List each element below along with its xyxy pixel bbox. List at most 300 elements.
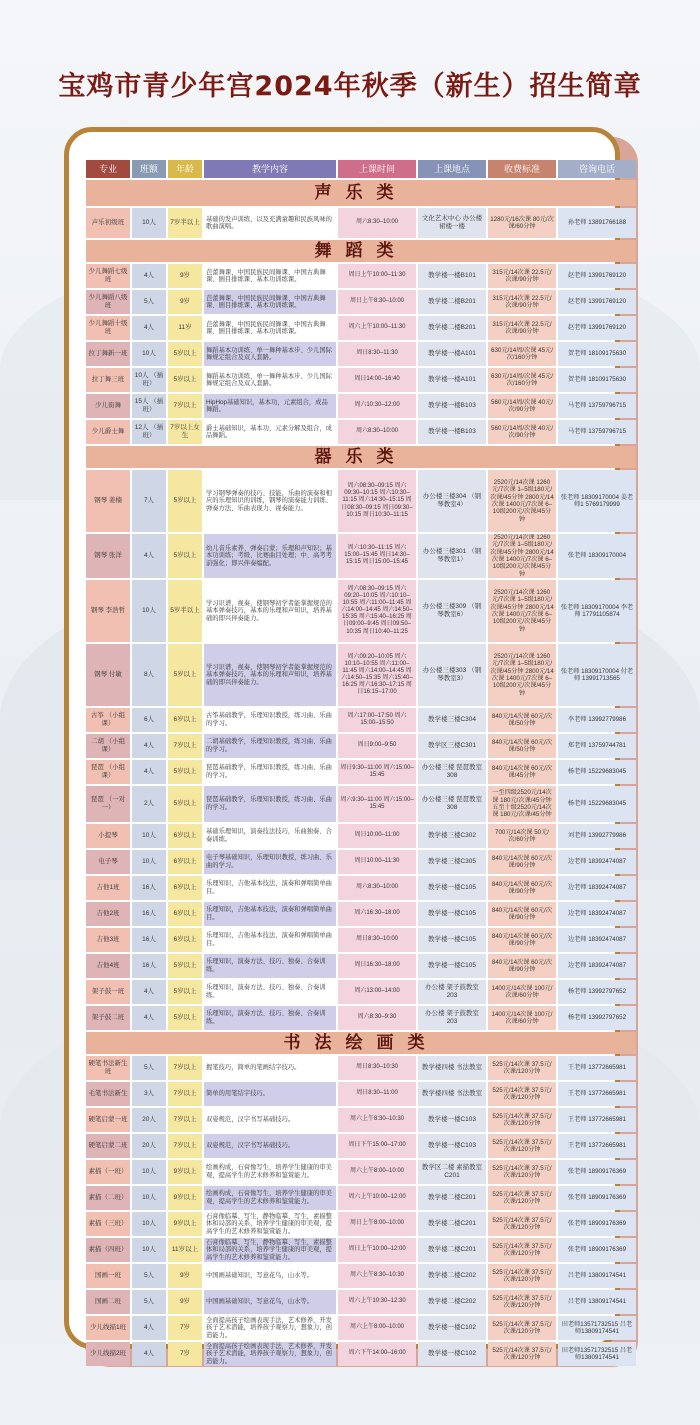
cell-time: 周六8:30–9:30 (338, 1006, 416, 1030)
cell-location: 教学楼三楼C302 (418, 824, 486, 848)
cell-class-size: 10人 (132, 824, 166, 848)
cell-content: 石膏像临摹、写生，静物临摹、写生，素描整体和局部的关系，培养学生健康的审美观，提高学生的艺术修养和鉴赏能力。 (204, 1212, 336, 1236)
cell-contact: 刘老师 13992779986 (558, 824, 636, 848)
cell-content: 芭蕾舞课、中国民族民间舞课、中国古典舞课、剧目排练课、基本功训练课。 (204, 264, 336, 288)
cell-location: 教学楼一楼C105 (418, 954, 486, 978)
cell-class-size: 4人 (132, 534, 166, 578)
cell-age: 5岁以上 (168, 470, 202, 532)
cell-class-size: 4人 (132, 1316, 166, 1340)
cell-time: 周日下午15:00–17:00 (338, 1134, 416, 1158)
table-row (86, 1082, 636, 1106)
cell-major: 硬笔启蒙二班 (86, 1134, 130, 1158)
cell-contact: 张老师 18309170004 李老师 17791105874 (558, 580, 636, 642)
cell-time: 周日上午8:30–10:00 (338, 290, 416, 314)
cell-contact: 赵老师 13991769120 (558, 316, 636, 340)
cell-class-size: 10人 (132, 580, 166, 642)
cell-time: 周六8:30–10:00 (338, 876, 416, 900)
cell-content: 舞蹈基本功训练、单一舞种基本步、少儿国际舞规定组合及双人套路。 (204, 368, 336, 392)
cell-class-size: 4人 (132, 980, 166, 1004)
table-header-row (86, 160, 636, 178)
cell-contact: 贺老师 18109175630 (558, 368, 636, 392)
cell-location: 教学楼二楼C201 (418, 1212, 486, 1236)
category-row (86, 446, 636, 468)
cell-major: 小提琴 (86, 824, 130, 848)
cell-fee: 1280元/16次课 80元/次课/60分钟 (488, 208, 556, 238)
cell-time: 周六10:30–11:15 周六15:00–15:45 周日14:30–15:15 周日15:00–15:45 (338, 534, 416, 578)
cell-time: 周日上午8:00–10:00 (338, 1212, 416, 1236)
table-row (86, 1290, 636, 1314)
cell-age: 7岁以上 (168, 394, 202, 418)
cell-contact: 田老师13571732515 吕老师13809174541 (558, 1342, 636, 1366)
cell-contact: 郑老师 13759744781 (558, 734, 636, 758)
cell-major: 二胡 （小组课） (86, 734, 130, 758)
cell-time: 周六上午10:00–12:00 (338, 1186, 416, 1210)
cell-major: 古筝 （小组课） (86, 708, 130, 732)
cell-fee: 一至四级2520元/14次课 180元/次课/45分钟 五至十级2520元/14次课 180元/次课/45分钟 (488, 786, 556, 822)
table-row (86, 580, 636, 642)
cell-location: 教学楼二楼B201 (418, 316, 486, 340)
cell-content: 爵士基础知识，基本功，元素分解及组合，成品舞蹈。 (204, 420, 336, 444)
cell-fee: 525元/14次课 37.5元/次课/120分钟 (488, 1186, 556, 1210)
cell-location: 教学楼一楼C105 (418, 928, 486, 952)
cell-location: 教学楼一楼C105 (418, 876, 486, 900)
cell-time: 周六17:00–17:50 周六15:00–15:50 (338, 708, 416, 732)
cell-age: 5岁半以上 (168, 580, 202, 642)
cell-contact: 贺老师 18109175630 (558, 342, 636, 366)
cell-contact: 孙老师 13891766188 (558, 208, 636, 238)
cell-fee: 315元/14次课 22.5元/次课/90分钟 (488, 290, 556, 314)
cell-time: 周六上午8:00–10:00 (338, 1160, 416, 1184)
cell-age: 5岁以上 (168, 368, 202, 392)
cell-contact: 边老师 18392474087 (558, 928, 636, 952)
cell-age: 7岁 (168, 1316, 202, 1340)
cell-major: 国画二班 (86, 1290, 130, 1314)
cell-contact: 张老师 18909176369 (558, 1212, 636, 1236)
cell-age: 11岁以上 (168, 1238, 202, 1262)
cell-content: 乐理知识，演奏方法、技巧、独奏、合奏训练。 (204, 954, 336, 978)
cell-age: 5岁以上 (168, 954, 202, 978)
cell-class-size: 10人 (132, 208, 166, 238)
cell-content: 芭蕾舞课、中国民族民间舞课、中国古典舞课、剧目排练课、基本功训练课。 (204, 290, 336, 314)
cell-age: 7岁以上 (168, 1108, 202, 1132)
table-row (86, 290, 636, 314)
cell-major: 素描（四班） (86, 1238, 130, 1262)
table-row (86, 1264, 636, 1288)
cell-location: 教学楼一楼B101 (418, 264, 486, 288)
cell-contact: 王老师 13772665981 (558, 1056, 636, 1080)
cell-fee: 2520元/14次课 1260元/7次课 1–5级180元/次课/45分钟 2800元/14次课 1400元/7次课 6–10级200元/次课/45分钟 (488, 580, 556, 642)
table-row (86, 1212, 636, 1236)
cell-class-size: 5人 (132, 290, 166, 314)
cell-contact: 马老师 13759796715 (558, 420, 636, 444)
cell-age: 6岁以上 (168, 902, 202, 926)
cell-major: 钢琴 姜楠 (86, 470, 130, 532)
cell-class-size: 6人 (132, 708, 166, 732)
cell-fee: 840元/14次课 60元/次课/90分钟 (488, 876, 556, 900)
table-row (86, 208, 636, 238)
table-row (86, 1108, 636, 1132)
cell-contact: 张老师 18309170004 姜老师1 5769179999 (558, 470, 636, 532)
cell-fee: 525元/14次课 37.5元/次课/120分钟 (488, 1290, 556, 1314)
cell-fee: 525元/14次课 37.5元/次课/120分钟 (488, 1316, 556, 1340)
cell-contact: 杨老师 15229683045 (558, 786, 636, 822)
column-header: 收费标准 (488, 160, 556, 178)
table-row (86, 1006, 636, 1030)
category-row (86, 1032, 636, 1054)
cell-age: 7岁以上女生 (168, 420, 202, 444)
table-row (86, 316, 636, 340)
cell-location: 办公楼三楼 琵琶教室308 (418, 760, 486, 784)
page-title: 宝鸡市青少年宫2024年秋季（新生）招生简章 (58, 71, 642, 102)
cell-fee: 840元/14次课 60元/次课/90分钟 (488, 850, 556, 874)
cell-content: 基础乐理知识，演奏技法技巧，乐曲独奏、合奏训练。 (204, 824, 336, 848)
cell-major: 少儿舞蹈七级班 (86, 264, 130, 288)
column-header: 教学内容 (204, 160, 336, 178)
cell-class-size: 10人 （插班） (132, 368, 166, 392)
cell-fee: 525元/14次课 37.5元/次课/120分钟 (488, 1082, 556, 1106)
cell-fee: 525元/14次课 37.5元/次课/120分钟 (488, 1238, 556, 1262)
cell-major: 少儿线描2班 (86, 1342, 130, 1366)
cell-content: 握笔技巧，简单的笔画结字技巧。 (204, 1056, 336, 1080)
cell-contact: 杨老师 13992797652 (558, 1006, 636, 1030)
cell-fee: 525元/14次课 37.5元/次课/120分钟 (488, 1342, 556, 1366)
cell-content: 中国画基础知识，写意花鸟，山水等。 (204, 1290, 336, 1314)
cell-time: 周日10:00–11:00 (338, 824, 416, 848)
cell-class-size: 10人 (132, 1160, 166, 1184)
cell-class-size: 4人 (132, 264, 166, 288)
cell-contact: 边老师 18392474087 (558, 954, 636, 978)
table-row (86, 928, 636, 952)
cell-contact: 杨老师 15229683045 (558, 760, 636, 784)
cell-fee: 700元/14次课 50元/次/60分钟 (488, 824, 556, 848)
cell-location: 教学楼一楼C105 (418, 902, 486, 926)
cell-major: 素描（三班） (86, 1212, 130, 1236)
cell-fee: 840元/14次课 60元/次课/90分钟 (488, 928, 556, 952)
cell-time: 周六上午8:00–10:00 (338, 1316, 416, 1340)
cell-location: 教学楼二楼C202 (418, 1264, 486, 1288)
cell-content: 学习识谱，视奏，使钢琴初学者能掌握规范的基本弹奏技巧，基本的乐理和声知识，培养基础的即兴伴奏能力。 (204, 644, 336, 706)
cell-location: 办公楼 架子鼓教室203 (418, 980, 486, 1004)
cell-content: 绘画构成，石膏像写生，培养学生健康的审美观，提高学生的艺术修养和鉴赏能力。 (204, 1160, 336, 1184)
cell-location: 教学区三楼C301 (418, 734, 486, 758)
cell-fee: 2520元/14次课 1260元/7次课 1–5级180元/次课/45分钟 2800元/14次课 1400元/7次课 6–10级200元/次课/45分钟 (488, 534, 556, 578)
table-row (86, 644, 636, 706)
cell-content: 琵琶基础教学，乐理知识教授，练习曲、乐曲的学习。 (204, 760, 336, 784)
cell-location: 教学楼一楼C102 (418, 1342, 486, 1366)
cell-time: 周日8:30–11:00 (338, 1082, 416, 1106)
cell-class-size: 5人 (132, 1290, 166, 1314)
cell-time: 周六08:30–09:15 周六09:30–10:15 周六10:30–11:15 周六14:30–15:15 周日08:30–09:15 周日09:30–10:15 周日10:30–11:15 (338, 470, 416, 532)
cell-major: 吉他2班 (86, 902, 130, 926)
cell-major: 毛笔书法新生 (86, 1082, 130, 1106)
cell-fee: 525元/14次课 37.5元/次课/120分钟 (488, 1264, 556, 1288)
cell-location: 教学楼四楼 书法教室 (418, 1082, 486, 1106)
cell-class-size: 16人 (132, 928, 166, 952)
category-row (86, 240, 636, 262)
cell-class-size: 7人 (132, 470, 166, 532)
column-header: 班额 (132, 160, 166, 178)
cell-contact: 边老师 18392474087 (558, 876, 636, 900)
cell-major: 硬笔书法新生班 (86, 1056, 130, 1080)
cell-major: 拉丁舞三班 (86, 368, 130, 392)
cell-contact: 张老师 18309170004 付老师 13991713565 (558, 644, 636, 706)
column-header: 上课时间 (338, 160, 416, 178)
cell-location: 办公楼三楼301 （钢琴教室1） (418, 534, 486, 578)
column-header: 咨询电话 (558, 160, 636, 178)
cell-age: 7岁以上 (168, 734, 202, 758)
cell-location: 教学楼三楼C305 (418, 850, 486, 874)
cell-content: 乐理知识，吉他基本技法，演奏和弹唱简单曲目。 (204, 876, 336, 900)
cell-class-size: 4人 (132, 1342, 166, 1366)
cell-fee: 840元/14次课 60元/次课/45分钟 (488, 760, 556, 784)
table-row (86, 1186, 636, 1210)
cell-major: 声乐初级班 (86, 208, 130, 238)
cell-major: 少儿爵士舞 (86, 420, 130, 444)
cell-class-size: 16人 (132, 902, 166, 926)
cell-age: 7岁以上 (168, 1082, 202, 1106)
cell-contact: 张老师 18909176369 (558, 1160, 636, 1184)
cell-location: 教学楼二楼C202 (418, 1290, 486, 1314)
cell-location: 教学楼一楼C103 (418, 1134, 486, 1158)
cell-time: 周日8:30–11:30 (338, 342, 416, 366)
cell-age: 9岁以上 (168, 1212, 202, 1236)
cell-content: 简单的用笔结字技巧。 (204, 1082, 336, 1106)
cell-contact: 赵老师 13991769120 (558, 264, 636, 288)
cell-contact: 张老师 18909176369 (558, 1186, 636, 1210)
cell-content: 全面提高孩子绘画表现手法，艺术修养，开发孩子艺术潜能，培养孩子观察力，想象力，创造能力。 (204, 1316, 336, 1340)
table-row (86, 1342, 636, 1366)
cell-location: 办公楼三楼309 （钢琴教室6） (418, 580, 486, 642)
category-title: 器乐类 (86, 446, 636, 468)
cell-content: 学习钢琴弹奏的技巧、技能，乐曲的演奏和相应的乐理知识的训练，钢琴的演奏能力训练、弹奏方法、乐曲表现力、视奏能力。 (204, 470, 336, 532)
cell-time: 周六上午10:00–11:30 (338, 316, 416, 340)
cell-location: 教学楼一楼A101 (418, 342, 486, 366)
cell-fee: 2520元/14次课 1260元/7次课 1–5级180元/次课/45分钟 2800元/14次课 1400元/7次课 6–10级200元/次课/45分钟 (488, 470, 556, 532)
cell-major: 吉他3班 (86, 928, 130, 952)
cell-time: 周日10:00–11:30 (338, 850, 416, 874)
cell-content: HipHop基础知识，基本功，元素组合，成品舞蹈。 (204, 394, 336, 418)
cell-class-size: 10人 (132, 1212, 166, 1236)
cell-location: 教学楼一楼C103 (418, 1108, 486, 1132)
cell-age: 5岁以上 (168, 644, 202, 706)
cell-content: 绘画构成，石膏像写生，培养学生健康的审美观，提高学生的艺术修养和鉴赏能力。 (204, 1186, 336, 1210)
cell-major: 琵琶 （小组课） (86, 760, 130, 784)
cell-class-size: 2人 (132, 786, 166, 822)
cell-major: 钢琴 张洋 (86, 534, 130, 578)
cell-time: 周六09:20–10:05 周六10:10–10:55 周六11:00–11:45 周六14:00–14:45 周六14:50–15:35 周六15:40–16:25 周六16:30–17:15 周日16:15–17:00 (338, 644, 416, 706)
table-row (86, 1316, 636, 1340)
table-row (86, 394, 636, 418)
cell-age: 9岁以上 (168, 1160, 202, 1184)
cell-class-size: 12人 （插班） (132, 420, 166, 444)
cell-major: 电子琴 (86, 850, 130, 874)
cell-location: 教学楼三楼C304 (418, 708, 486, 732)
cell-location: 教学楼四楼 书法教室 (418, 1056, 486, 1080)
cell-time: 周六08:30–09:15 周六09:20–10:05 周六10:10–10:55 周六11:00–11:45 周六14:00–14:45 周六14:50–15:35 周六15:40–16:25 周日09:00–9:45 周日09:50–10:35 周日10:40–11:25 (338, 580, 416, 642)
cell-major: 素描（二班） (86, 1186, 130, 1210)
cell-age: 7岁以上 (168, 1056, 202, 1080)
cell-age: 6岁以上 (168, 824, 202, 848)
cell-major: 硬笔启蒙一班 (86, 1108, 130, 1132)
cell-major: 架子鼓二班 (86, 1006, 130, 1030)
cell-location: 教学楼二楼C201 (418, 1238, 486, 1262)
cell-major: 钢琴 付敏 (86, 644, 130, 706)
column-header: 专业 (86, 160, 130, 178)
cell-age: 5岁以上 (168, 760, 202, 784)
cell-time: 周日9:30–11:00 周六15:00–15:45 (338, 760, 416, 784)
cell-content: 乐理知识，演奏方法、技巧、独奏、合奏训练。 (204, 1006, 336, 1030)
cell-content: 琵琶基础教学，乐理知识教授，练习曲、乐曲的学习。 (204, 786, 336, 822)
cell-time: 周日16:30–18:00 (338, 954, 416, 978)
cell-content: 双姿规范，汉字书写基础技巧。 (204, 1134, 336, 1158)
cell-class-size: 4人 (132, 734, 166, 758)
table-body (86, 180, 636, 1366)
cell-class-size: 10人 (132, 850, 166, 874)
cell-class-size: 10人 (132, 1186, 166, 1210)
cell-content: 石膏像临摹、写生，静物临摹、写生，素描整体和局部的关系，培养学生健康的审美观，提高学生的艺术修养和鉴赏能力。 (204, 1238, 336, 1262)
cell-location: 教学楼一楼B103 (418, 394, 486, 418)
cell-fee: 840元/14次课 60元/次课/50分钟 (488, 734, 556, 758)
cell-major: 少儿街舞 (86, 394, 130, 418)
cell-major: 吉他4班 (86, 954, 130, 978)
category-row (86, 180, 636, 206)
cell-content: 幼儿音乐素养、弹奏启蒙；乐理和声知识；基本功训练；考级、比赛曲目处理；中、高考考前强化；即兴伴奏编配。 (204, 534, 336, 578)
cell-major: 素描（一班） (86, 1160, 130, 1184)
cell-contact: 马老师 13759796715 (558, 394, 636, 418)
cell-major: 钢琴 李浩哲 (86, 580, 130, 642)
cell-age: 9岁 (168, 1264, 202, 1288)
cell-time: 周六8:30–10:00 (338, 420, 416, 444)
cell-location: 文化艺术中心 办公楼裙楼一楼 (418, 208, 486, 238)
cell-contact: 张老师 18909176369 (558, 1238, 636, 1262)
cell-time: 周日9:00–9:50 (338, 734, 416, 758)
column-header: 年龄 (168, 160, 202, 178)
cell-time: 周六下午14:00–16:00 (338, 1342, 416, 1366)
cell-content: 中国画基础知识，写意花鸟，山水等。 (204, 1264, 336, 1288)
cell-class-size: 16人 (132, 954, 166, 978)
cell-major: 少儿舞蹈十级班 (86, 316, 130, 340)
cell-fee: 840元/14次课 60元/次课/90分钟 (488, 954, 556, 978)
cell-age: 5岁以上 (168, 1006, 202, 1030)
table-row (86, 368, 636, 392)
table-row (86, 264, 636, 288)
cell-age: 7岁 (168, 1342, 202, 1366)
cell-contact: 边老师 18392474087 (558, 850, 636, 874)
cell-time: 周六16:30–18:00 (338, 902, 416, 926)
cell-location: 教学楼一楼A101 (418, 368, 486, 392)
category-title: 舞蹈类 (86, 240, 636, 262)
cell-class-size: 4人 (132, 1006, 166, 1030)
cell-fee: 525元/14次课 37.5元/次课/120分钟 (488, 1108, 556, 1132)
cell-fee: 525元/14次课 37.5元/次课/120分钟 (488, 1134, 556, 1158)
cell-major: 吉他1班 (86, 876, 130, 900)
cell-contact: 王老师 13772665981 (558, 1134, 636, 1158)
cell-time: 周六8:30–10:00 (338, 208, 416, 238)
cell-time: 周日14:00–16:40 (338, 368, 416, 392)
cell-class-size: 3人 (132, 1082, 166, 1106)
cell-fee: 315元/14次课 22.5元/次课/90分钟 (488, 316, 556, 340)
cell-fee: 2520元/14次课 1260元/7次课 1–5级180元/次课/45分钟 2800元/14次课 1400元/7次课 6–10级200元/次课/45分钟 (488, 644, 556, 706)
cell-class-size: 5人 (132, 1056, 166, 1080)
cell-contact: 王老师 13772665981 (558, 1082, 636, 1106)
cell-content: 乐理知识，吉他基本技法，演奏和弹唱简单曲目。 (204, 928, 336, 952)
cell-age: 5岁以上 (168, 980, 202, 1004)
cell-age: 9岁 (168, 1290, 202, 1314)
cell-location: 教学楼一楼C102 (418, 1316, 486, 1340)
cell-content: 芭蕾舞课、中国民族民间舞课、中国古典舞课、剧目排练课、基本功训练课。 (204, 316, 336, 340)
cell-contact: 田老师13571732515 吕老师13809174541 (558, 1316, 636, 1340)
cell-major: 少儿线描1班 (86, 1316, 130, 1340)
cell-content: 二胡基础教学，乐理知识教授，练习曲、乐曲的学习。 (204, 734, 336, 758)
table-row (86, 708, 636, 732)
table-row (86, 902, 636, 926)
cell-location: 办公楼三楼303 （钢琴教室3） (418, 644, 486, 706)
cell-age: 6岁以上 (168, 876, 202, 900)
category-title: 书法绘画类 (86, 1032, 636, 1054)
cell-fee: 1400元/14次课 100元/次课/60分钟 (488, 1006, 556, 1030)
cell-class-size: 15人 （插班） (132, 394, 166, 418)
cell-time: 周日8:30–10:00 (338, 928, 416, 952)
table-row (86, 734, 636, 758)
cell-class-size: 20人 (132, 1134, 166, 1158)
cell-class-size: 5人 (132, 1264, 166, 1288)
cell-time: 周六上午10:30–12:30 (338, 1290, 416, 1314)
cell-age: 9岁以上 (168, 1186, 202, 1210)
cell-time: 周六10:30–12:00 (338, 394, 416, 418)
cell-fee: 525元/14次课 37.5元/次课/120分钟 (488, 1056, 556, 1080)
cell-class-size: 4人 (132, 316, 166, 340)
cell-major: 国画一班 (86, 1264, 130, 1288)
cell-fee: 840元/14次课 60元/次课/90分钟 (488, 902, 556, 926)
cell-age: 9岁 (168, 290, 202, 314)
cell-contact: 李老师 13992779986 (558, 708, 636, 732)
cell-content: 古筝基础教学，乐理知识教授，练习曲、乐曲的学习。 (204, 708, 336, 732)
cell-time: 周六上午8:30–10:30 (338, 1108, 416, 1132)
cell-class-size: 20人 (132, 1108, 166, 1132)
cell-content: 基础的发声训练，以及充满童趣和民族风味的歌曲演唱。 (204, 208, 336, 238)
column-header: 上课地点 (418, 160, 486, 178)
cell-fee: 525元/14次课 37.5元/次课/120分钟 (488, 1212, 556, 1236)
cell-age: 11岁 (168, 316, 202, 340)
cell-fee: 630元/14周/次课 45元/次/160分钟 (488, 368, 556, 392)
cell-content: 双姿规范，汉字书写基础技巧。 (204, 1108, 336, 1132)
table-row (86, 1134, 636, 1158)
cell-time: 周六13:00–14:00 (338, 980, 416, 1004)
enrollment-table (84, 158, 638, 1368)
cell-time: 周日8:30–10:30 (338, 1056, 416, 1080)
table-row (86, 850, 636, 874)
category-title: 声乐类 (86, 180, 636, 206)
cell-time: 周六上午8:30–10:30 (338, 1264, 416, 1288)
cell-content: 学习识谱，视奏，使钢琴初学者能掌握规范的基本弹奏技巧，基本的乐理和声知识，培养基础的即兴伴奏能力。 (204, 580, 336, 642)
cell-location: 教学楼二楼C201 (418, 1186, 486, 1210)
cell-content: 乐理知识，演奏方法、技巧、独奏、合奏训练。 (204, 980, 336, 1004)
cell-major: 拉丁舞新一班 (86, 342, 130, 366)
cell-location: 办公楼 架子鼓教室203 (418, 1006, 486, 1030)
cell-age: 5岁以上 (168, 534, 202, 578)
table-row (86, 534, 636, 578)
cell-contact: 杨老师 13992797652 (558, 980, 636, 1004)
cell-class-size: 16人 (132, 876, 166, 900)
table-row (86, 954, 636, 978)
table-row (86, 760, 636, 784)
cell-fee: 315元/14次课 22.5元/次课/90分钟 (488, 264, 556, 288)
table-row (86, 786, 636, 822)
cell-time: 周日上午10:00–12:00 (338, 1238, 416, 1262)
table-row (86, 1056, 636, 1080)
cell-content: 全面提高孩子绘画表现手法，艺术修养，开发孩子艺术潜能，培养孩子观察力，想象力，创造能力。 (204, 1342, 336, 1366)
cell-content: 舞蹈基本功训练、单一舞种基本步、少儿国际舞规定组合及双人套路。 (204, 342, 336, 366)
